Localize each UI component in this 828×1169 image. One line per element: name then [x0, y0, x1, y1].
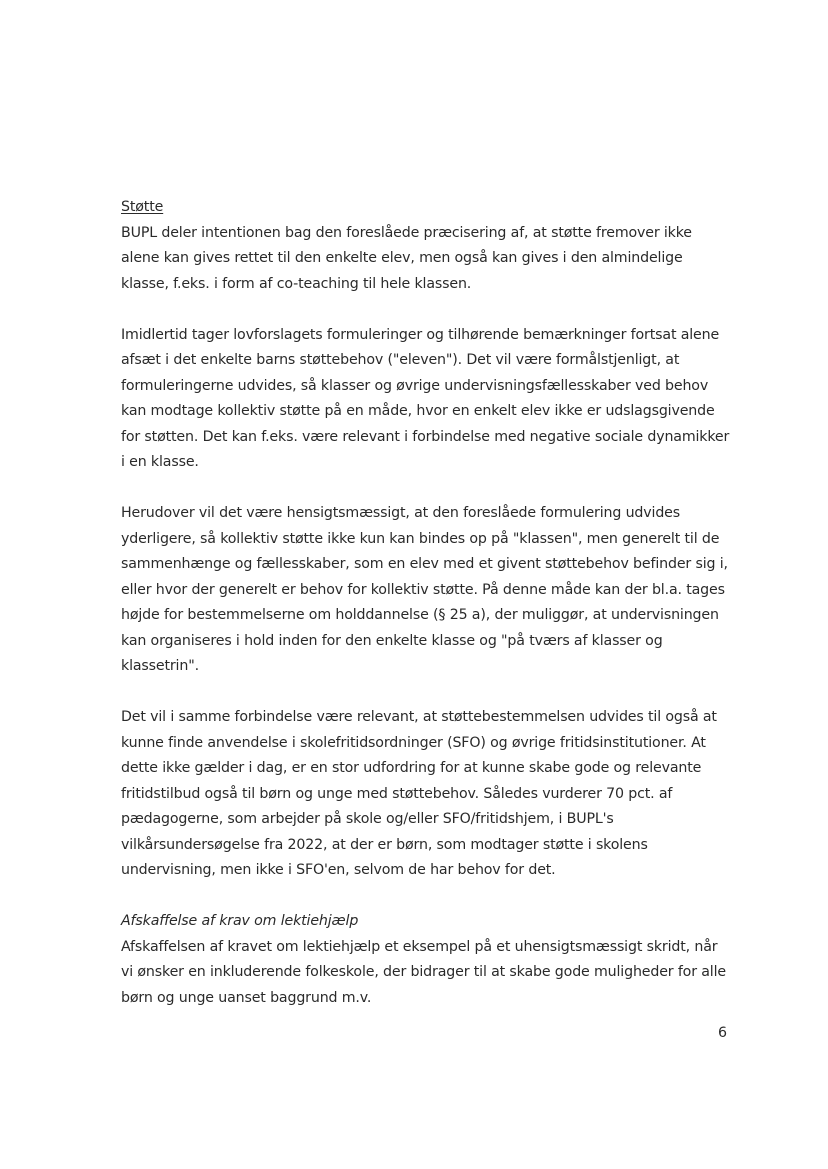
paragraph: Herudover vil det være hensigtsmæssigt, at den foreslåede formulering udvides yderligere, så kollektiv støtte ikke kun kan bindes op på "klassen", men generelt til de sammenhænge og fællesskaber, som en elev med et givent støttebehov befinder sig i, eller hvor der generelt er behov for kollektiv støtte. På denne måde kan der bl.a. tages højde for bestemmelserne om holddannelse (§ 25 a), der muliggør, at undervisningen kan organiseres i hold inden for den enkelte klasse og "på tværs af klasser og klassetrin".	[121, 505, 728, 674]
section-stoette	[121, 195, 733, 884]
section-spacer	[121, 884, 733, 910]
paragraph: Imidlertid tager lovforslagets formuleringer og tilhørende bemærkninger fortsat alene afsæt i det enkelte barns støttebehov ("eleven"). Det vil være formålstjenligt, at formuleringerne udvides, så klasser og øvrige undervisningsfællesskaber ved behov kan modtage kollektiv støtte på en måde, hvor en enkelt elev ikke er udslagsgivende for støtten. Det kan f.eks. være relevant i forbindelse med negative sociale dynamikker i en klasse.	[121, 326, 730, 470]
paragraph-spacer	[121, 680, 733, 706]
section-heading: Afskaffelse af krav om lektiehjælp	[121, 913, 359, 929]
paragraph: BUPL deler intentionen bag den foreslåede præcisering af, at støtte fremover ikke alene kan gives rettet til den enkelte elev, men også kan gives i den almindelige klasse, f.eks. i form af co-teaching til hele klassen.	[121, 224, 692, 292]
paragraph: Afskaffelsen af kravet om lektiehjælp et eksempel på et uhensigtsmæssigt skridt, når vi ønsker en inkluderende folkeskole, der bidrager til at skabe gode muligheder for alle børn og unge uanset baggrund m.v.	[121, 938, 726, 1006]
paragraph-spacer	[121, 297, 733, 323]
section-lektiehjaelp	[121, 909, 733, 1011]
page-number: 6	[718, 1025, 728, 1041]
paragraph-spacer	[121, 476, 733, 502]
section-heading: Støtte	[121, 199, 164, 215]
document-body	[121, 195, 733, 1011]
paragraph: Det vil i samme forbindelse være relevant, at støttebestemmelsen udvides til også at kunne finde anvendelse i skolefritidsordninger (SFO) og øvrige fritidsinstitutioner. At dette ikke gælder i dag, er en stor udfordring for at kunne skabe gode og relevante fritidstilbud også til børn og unge med støttebehov. Således vurderer 70 pct. af pædagogerne, som arbejder på skole og/eller SFO/fritidshjem, i BUPL's vilkårsundersøgelse fra 2022, at der er børn, som modtager støtte i skolens undervisning, men ikke i SFO'en, selvom de har behov for det.	[121, 709, 717, 878]
